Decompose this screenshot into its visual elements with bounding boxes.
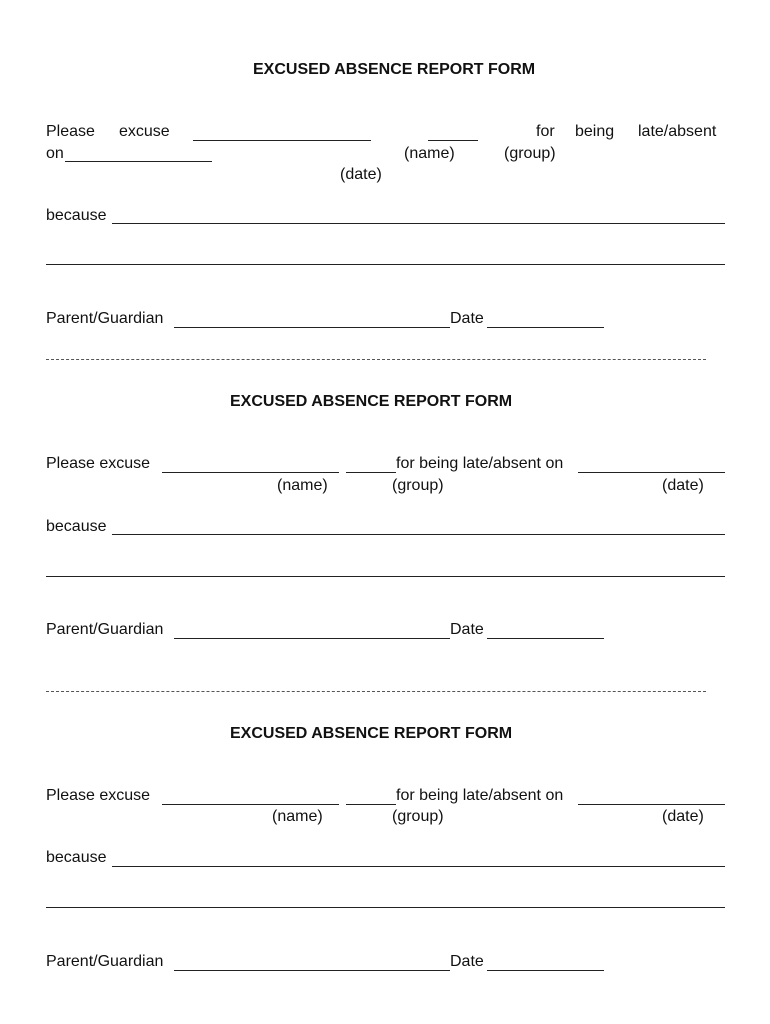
cut-line-2 (46, 691, 706, 692)
because-text: because (46, 849, 107, 866)
name-caption: (name) (272, 808, 323, 825)
please-text: Please (46, 123, 95, 140)
because-text: because (46, 207, 107, 224)
signature-date-line[interactable] (487, 970, 604, 971)
signature-date-label: Date (450, 310, 484, 327)
parent-signature-line[interactable] (174, 638, 450, 639)
name-blank[interactable] (162, 804, 339, 805)
group-caption: (group) (392, 808, 444, 825)
parent-guardian-label: Parent/Guardian (46, 953, 164, 970)
name-blank[interactable] (162, 472, 339, 473)
form-title: EXCUSED ABSENCE REPORT FORM (230, 725, 513, 742)
for-being-late-absent-text: for being late/absent on (396, 455, 564, 472)
for-text: for (536, 123, 555, 140)
reason-line-2[interactable] (46, 576, 725, 577)
date-blank[interactable] (578, 472, 725, 473)
parent-signature-line[interactable] (174, 970, 450, 971)
reason-line-1[interactable] (112, 223, 725, 224)
date-caption: (date) (662, 477, 704, 494)
reason-line-1[interactable] (112, 866, 725, 867)
late-absent-text: late/absent (638, 123, 717, 140)
parent-signature-line[interactable] (174, 327, 450, 328)
group-blank[interactable] (346, 472, 396, 473)
on-text: on (46, 145, 64, 162)
please-excuse-text: Please excuse (46, 787, 151, 804)
parent-guardian-label: Parent/Guardian (46, 310, 164, 327)
date-blank[interactable] (578, 804, 725, 805)
being-text: being (575, 123, 615, 140)
name-blank[interactable] (193, 140, 371, 141)
because-text: because (46, 518, 107, 535)
group-blank[interactable] (428, 140, 478, 141)
date-caption: (date) (662, 808, 704, 825)
group-caption: (group) (392, 477, 444, 494)
group-caption: (group) (504, 145, 556, 162)
excuse-text: excuse (119, 123, 170, 140)
reason-line-2[interactable] (46, 907, 725, 908)
reason-line-2[interactable] (46, 264, 725, 265)
signature-date-line[interactable] (487, 638, 604, 639)
date-caption: (date) (340, 166, 382, 183)
signature-date-line[interactable] (487, 327, 604, 328)
group-blank[interactable] (346, 804, 396, 805)
form-title: EXCUSED ABSENCE REPORT FORM (253, 61, 536, 78)
reason-line-1[interactable] (112, 534, 725, 535)
form-title: EXCUSED ABSENCE REPORT FORM (230, 393, 513, 410)
name-caption: (name) (277, 477, 328, 494)
date-blank[interactable] (65, 161, 212, 162)
name-caption: (name) (404, 145, 455, 162)
cut-line-1 (46, 359, 706, 360)
for-being-late-absent-text: for being late/absent on (396, 787, 564, 804)
parent-guardian-label: Parent/Guardian (46, 621, 164, 638)
signature-date-label: Date (450, 953, 484, 970)
please-excuse-text: Please excuse (46, 455, 151, 472)
signature-date-label: Date (450, 621, 484, 638)
